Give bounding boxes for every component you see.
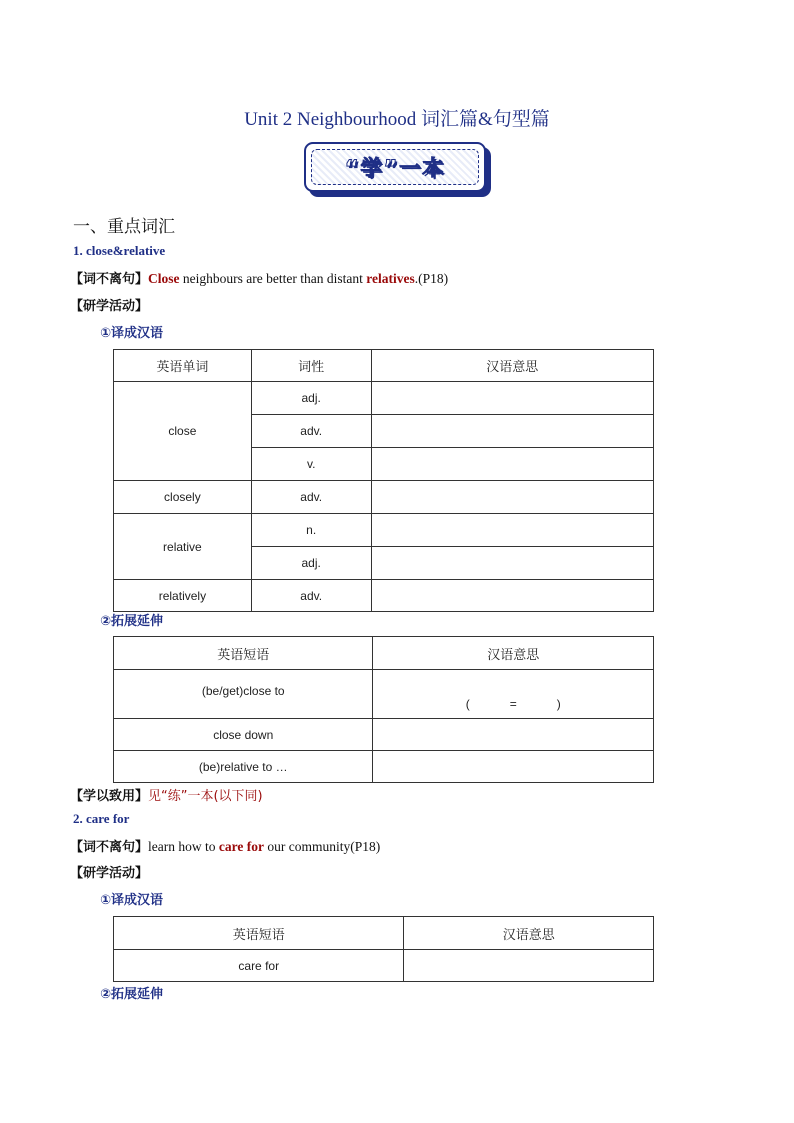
activity-label <box>70 295 148 314</box>
answer-cell[interactable] <box>373 751 654 783</box>
keyword: Close <box>148 271 180 286</box>
sentence-text: learn how to <box>148 839 219 854</box>
answer-cell[interactable] <box>371 415 653 448</box>
keyword: relatives <box>366 271 415 286</box>
item-heading: 1. close&relative <box>73 243 166 258</box>
apply-label: 【学以致用】 <box>70 789 149 804</box>
paren-hint: ( = ) <box>465 697 561 711</box>
table-row <box>114 514 654 547</box>
phrase-cell: (be)relative to … <box>114 751 373 783</box>
table-row <box>114 580 654 612</box>
word-cell: closely <box>114 481 252 514</box>
subheading-extension: ②拓展延伸 <box>100 614 164 629</box>
subheading-translate: ①译成汉语 <box>100 893 164 908</box>
sentence-text: our community(P18) <box>263 839 381 854</box>
activity-label-text: 【研学活动】 <box>70 299 149 314</box>
column-header: 英语单词 <box>114 350 252 382</box>
pos-cell: n. <box>251 514 371 547</box>
column-header: 词性 <box>251 350 371 382</box>
word-cell: relative <box>114 514 252 580</box>
section-heading: 一、重点词汇 <box>73 217 175 237</box>
column-header: 汉语意思 <box>404 917 654 950</box>
word-cell: relatively <box>114 580 252 612</box>
table-row <box>114 719 654 751</box>
phrase-cell: (be/get)close to <box>114 670 373 719</box>
section-badge <box>304 142 486 192</box>
phrase-cell: close down <box>114 719 373 751</box>
phrase-table <box>113 636 654 783</box>
answer-cell[interactable] <box>371 580 653 612</box>
activity-label <box>70 862 148 881</box>
answer-cell[interactable] <box>404 950 654 982</box>
pos-cell: adv. <box>251 481 371 514</box>
apply-line <box>70 785 263 804</box>
answer-cell[interactable] <box>373 670 654 719</box>
pos-cell: v. <box>251 448 371 481</box>
document-title: Unit 2 Neighbourhood 词汇篇&句型篇 <box>244 109 550 130</box>
table-row <box>114 670 654 719</box>
subheading-extension: ②拓展延伸 <box>100 987 164 1002</box>
phrase-cell: care for <box>114 950 404 982</box>
answer-cell[interactable] <box>371 448 653 481</box>
subheading-translate: ①译成汉语 <box>100 326 164 341</box>
table-row <box>114 950 654 982</box>
answer-cell[interactable] <box>371 547 653 580</box>
phrase-table-2 <box>113 916 654 982</box>
example-sentence <box>70 268 448 287</box>
table-row <box>114 382 654 415</box>
sentence-text: neighbours are better than distant <box>179 271 367 286</box>
word-cell: close <box>114 382 252 481</box>
pos-cell: adj. <box>251 547 371 580</box>
answer-cell[interactable] <box>371 481 653 514</box>
example-sentence <box>70 836 380 855</box>
answer-cell[interactable] <box>373 719 654 751</box>
column-header: 英语短语 <box>114 637 373 670</box>
item-heading: 2. care for <box>73 811 130 826</box>
answer-cell[interactable] <box>371 514 653 547</box>
keyword: care for <box>218 839 264 854</box>
example-label: 【词不离句】 <box>70 272 149 287</box>
badge-inner <box>311 149 479 185</box>
pos-cell: adj. <box>251 382 371 415</box>
table-row <box>114 751 654 783</box>
example-label: 【词不离句】 <box>70 840 149 855</box>
column-header: 英语短语 <box>114 917 404 950</box>
table-header-row <box>114 350 654 382</box>
vocab-table <box>113 349 654 612</box>
column-header: 汉语意思 <box>373 637 654 670</box>
table-header-row <box>114 637 654 670</box>
activity-label-text: 【研学活动】 <box>70 866 149 881</box>
sentence-text: .(P18) <box>414 271 449 286</box>
table-row <box>114 481 654 514</box>
badge-text: “学”一本 <box>344 156 446 180</box>
column-header: 汉语意思 <box>371 350 653 382</box>
table-header-row <box>114 917 654 950</box>
apply-text: 见“练”一本(以下同) <box>148 789 263 804</box>
pos-cell: adv. <box>251 415 371 448</box>
pos-cell: adv. <box>251 580 371 612</box>
answer-cell[interactable] <box>371 382 653 415</box>
